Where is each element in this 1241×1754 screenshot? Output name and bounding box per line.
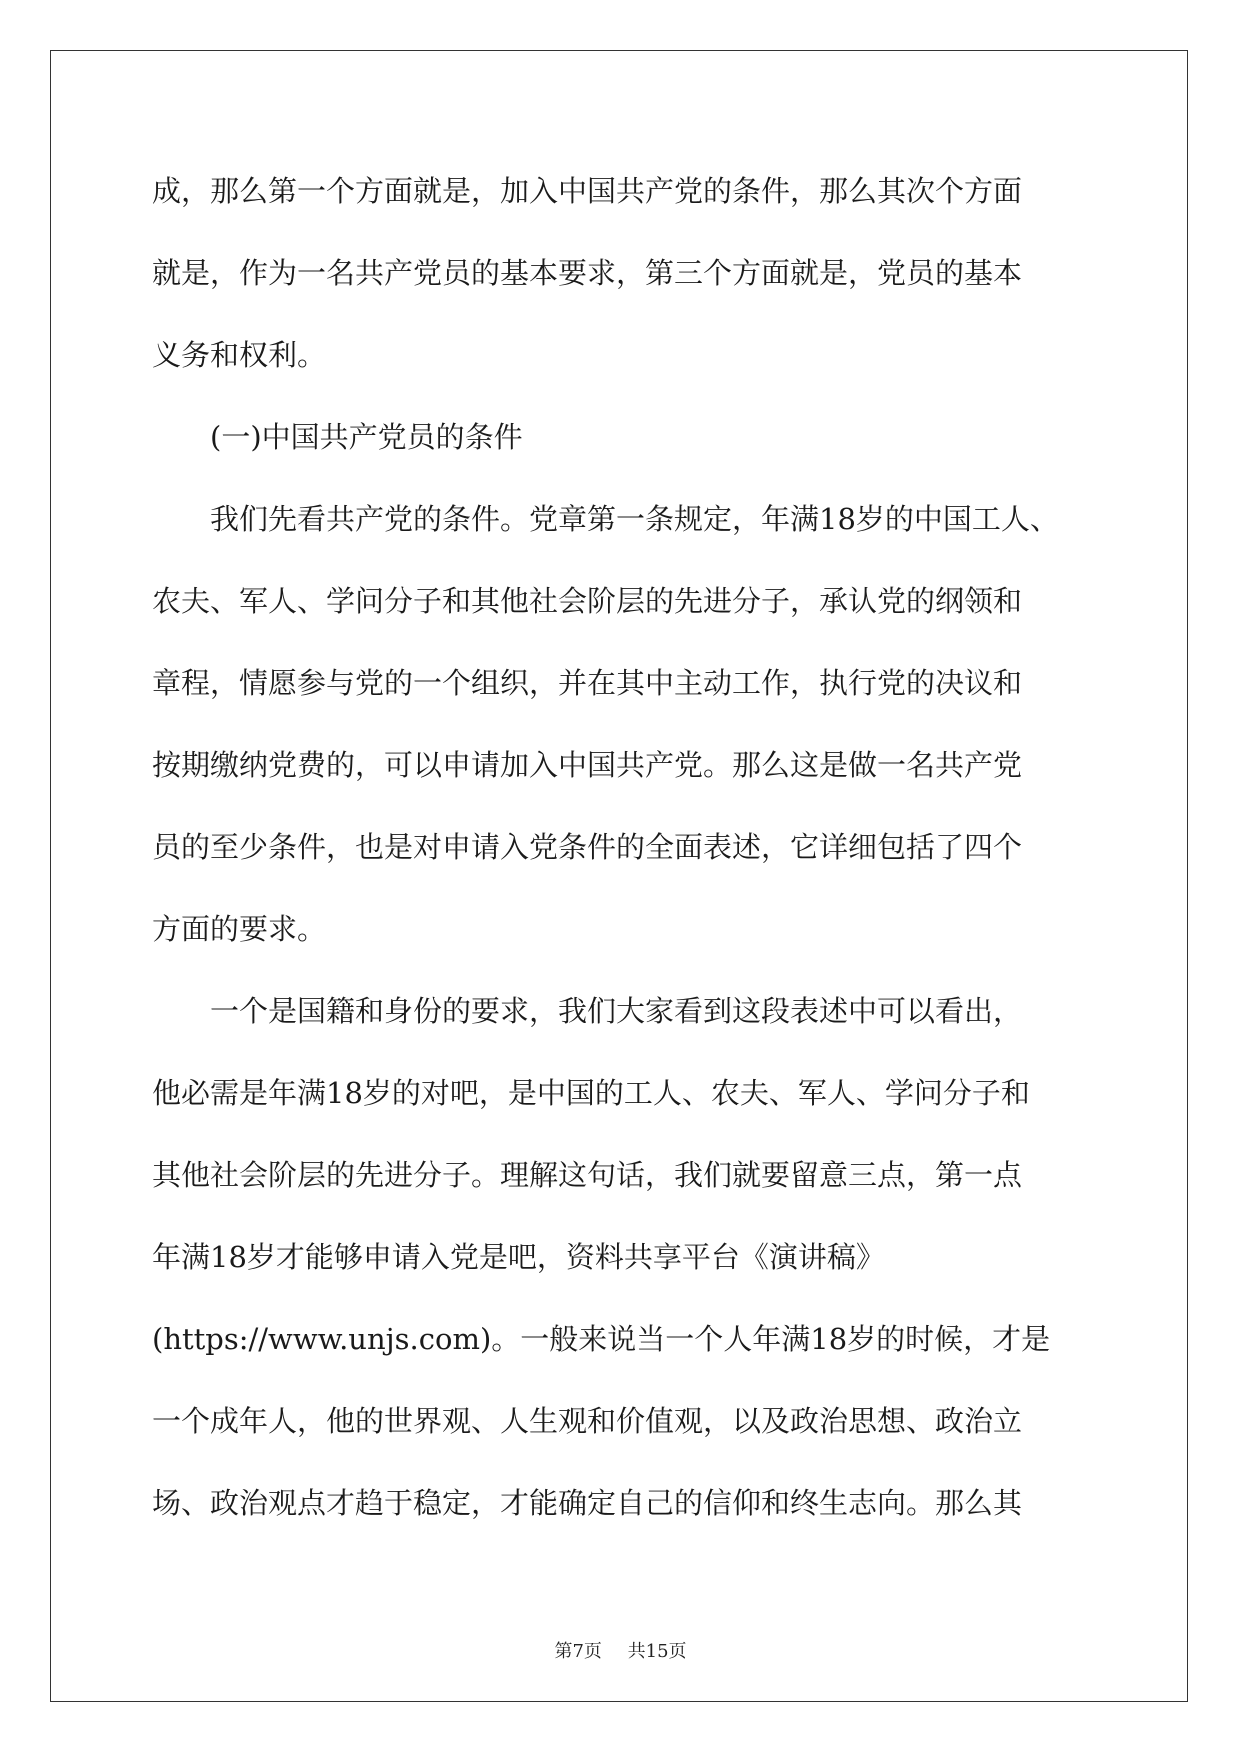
text-line: 章程，情愿参与党的一个组织，并在其中主动工作，执行党的决议和: [152, 666, 1023, 700]
text-line: 一个成年人，他的世界观、人生观和价值观，以及政治思想、政治立: [152, 1404, 1023, 1438]
text-line: 我们先看共产党的条件。党章第一条规定，年满18岁的中国工人、: [210, 502, 1059, 536]
text-line: 农夫、军人、学问分子和其他社会阶层的先进分子，承认党的纲领和: [152, 584, 1023, 618]
text-line: 成，那么第一个方面就是，加入中国共产党的条件，那么其次个方面: [152, 174, 1023, 208]
section-heading: (一)中国共产党员的条件: [210, 420, 523, 454]
page-number-current: 第7页: [554, 1641, 602, 1662]
text-line: 员的至少条件，也是对申请入党条件的全面表述，它详细包括了四个: [152, 830, 1023, 864]
text-line: 一个是国籍和身份的要求，我们大家看到这段表述中可以看出，: [210, 994, 1023, 1028]
text-line: 场、政治观点才趋于稳定，才能确定自己的信仰和终生志向。那么其: [152, 1486, 1023, 1520]
text-line: 其他社会阶层的先进分子。理解这句话，我们就要留意三点，第一点: [152, 1158, 1023, 1192]
text-line: 按期缴纳党费的，可以申请加入中国共产党。那么这是做一名共产党: [152, 748, 1023, 782]
text-line: 就是，作为一名共产党员的基本要求，第三个方面就是，党员的基本: [152, 256, 1023, 290]
text-line: 年满18岁才能够申请入党是吧，资料共享平台《演讲稿》: [152, 1240, 885, 1274]
text-line: 他必需是年满18岁的对吧，是中国的工人、农夫、军人、学问分子和: [152, 1076, 1030, 1110]
text-line: (https://www.unjs.com)。一般来说当一个人年满18岁的时候，才是: [152, 1322, 1051, 1356]
document-body: [152, 160, 1092, 1554]
page-footer: [0, 1637, 1241, 1663]
page-number-total: 共15页: [627, 1641, 687, 1662]
text-line: 方面的要求。: [152, 912, 327, 946]
text-line: 义务和权利。: [152, 338, 327, 372]
